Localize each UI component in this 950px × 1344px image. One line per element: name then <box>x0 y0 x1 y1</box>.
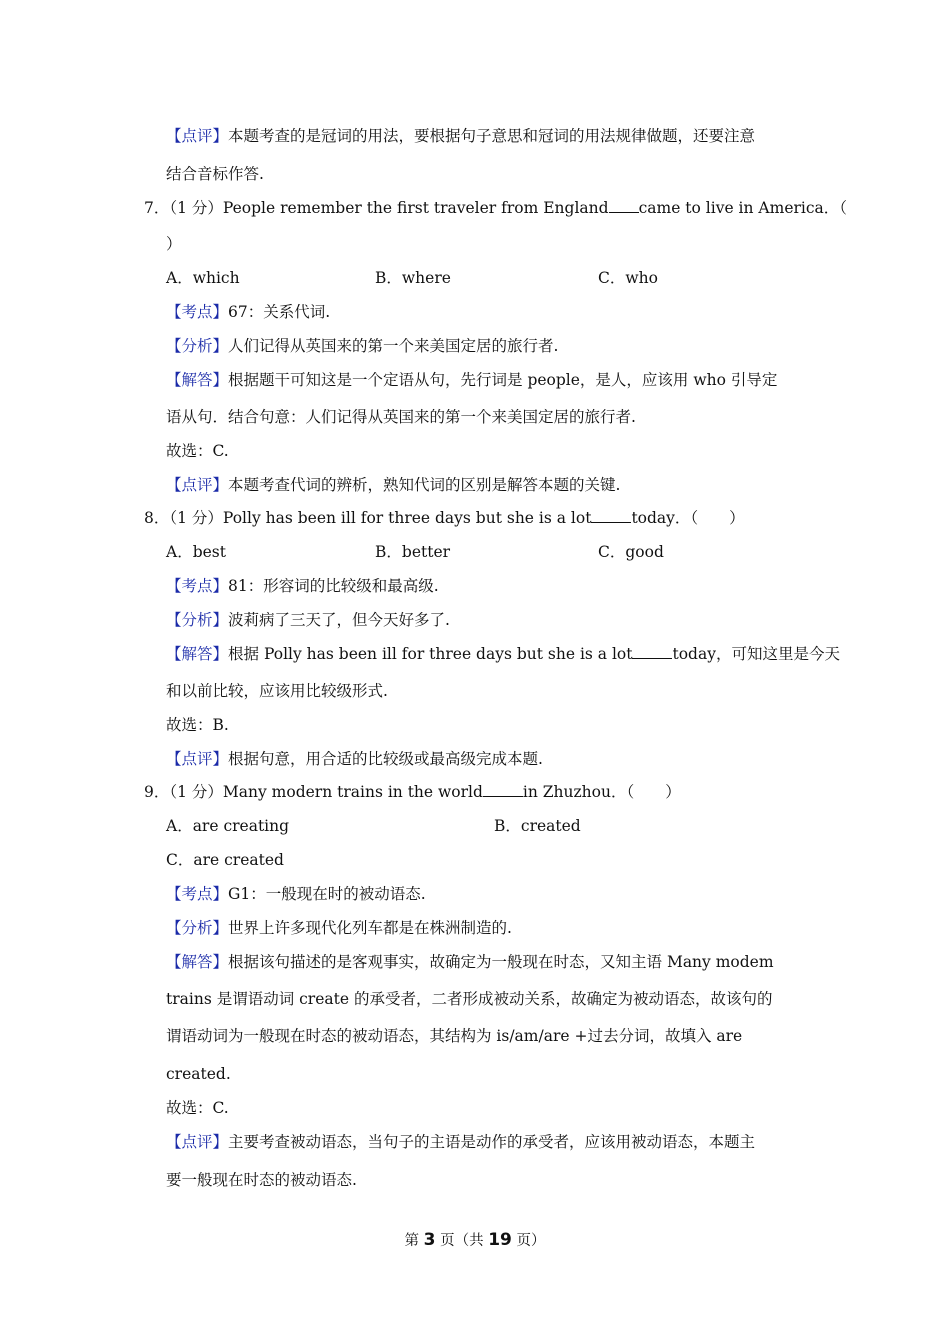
point-tag: 【考点】 <box>166 885 229 903</box>
total-pages-number: 19 <box>488 1230 512 1250</box>
q8-comment <box>166 748 543 770</box>
q7-comment <box>166 474 620 496</box>
q7-point <box>166 301 330 323</box>
page-footer <box>0 1229 950 1252</box>
q8-point-text: 81：形容词的比较级和最高级. <box>228 577 439 595</box>
footer-prefix: 第 <box>404 1233 424 1249</box>
q8-answer-line1 <box>166 643 840 665</box>
q7-stem <box>144 197 847 219</box>
q8-answer-line2: 和以前比较，应该用比较级形式. <box>166 682 388 700</box>
q9-analysis-text: 世界上许多现代化列车都是在株洲制造的. <box>228 919 512 937</box>
q8-analysis <box>166 609 450 631</box>
q9-stem-start: 9．（1 分）Many modern trains in the world <box>144 783 483 801</box>
footer-suffix: 页） <box>511 1233 546 1249</box>
q8-answer-end: today，可知这里是今天 <box>672 645 840 663</box>
q7-comment-text: 本题考查代词的辨析，熟知代词的区别是解答本题的关键. <box>228 476 621 494</box>
q8-comment-text: 根据句意，用合适的比较级或最高级完成本题. <box>228 750 543 768</box>
q9-answer-line2: trains 是谓语动词 create 的承受者，二者形成被动关系，故确定为被动语态，故该句的 <box>166 990 773 1008</box>
q7-stem-start: 7．（1 分）People remember the first traveler from England <box>144 199 609 217</box>
q9-answer-line4: created. <box>166 1065 231 1083</box>
q6-comment-text: 本题考查的是冠词的用法，要根据句子意思和冠词的用法规律做题，还要注意 <box>228 127 756 145</box>
q9-option-c: C．are created <box>166 851 284 869</box>
q7-point-text: 67：关系代词. <box>228 303 331 321</box>
q6-comment-line1 <box>166 125 755 147</box>
analysis-tag: 【分析】 <box>166 337 229 355</box>
q9-stem <box>144 781 681 803</box>
q9-choice: 故选：C. <box>166 1099 229 1117</box>
q8-option-c: C．good <box>598 543 664 561</box>
comment-tag: 【点评】 <box>166 1133 229 1151</box>
comment-tag: 【点评】 <box>166 476 229 494</box>
q8-option-a: A．best <box>166 543 226 561</box>
q8-option-b: B．better <box>375 543 451 561</box>
analysis-tag: 【分析】 <box>166 919 229 937</box>
q9-answer-line1 <box>166 951 774 973</box>
answer-tag: 【解答】 <box>166 953 229 971</box>
point-tag: 【考点】 <box>166 577 229 595</box>
q9-option-b: B．created <box>494 817 581 835</box>
q9-analysis <box>166 917 512 939</box>
q8-analysis-text: 波莉病了三天了，但今天好多了. <box>228 611 450 629</box>
q9-point-text: G1：一般现在时的被动语态. <box>228 885 426 903</box>
q9-answer-text: 根据该句描述的是客观事实，故确定为一般现在时态，又知主语 Many modem <box>228 953 774 971</box>
q7-stem-end: came to live in America．（ <box>638 199 848 217</box>
q7-answer-line2: 语从句．结合句意：人们记得从英国来的第一个来美国定居的旅行者. <box>166 408 636 426</box>
q9-blank <box>483 782 523 797</box>
q8-stem-start: 8．（1 分）Polly has been ill for three days but she is a lot <box>144 509 592 527</box>
q7-blank <box>609 198 639 213</box>
q9-option-a: A．are creating <box>166 817 290 835</box>
q7-option-a: A．which <box>166 269 240 287</box>
q8-answer-blank <box>632 644 672 659</box>
q6-comment-line2: 结合音标作答. <box>166 165 264 183</box>
q7-option-b: B．where <box>375 269 451 287</box>
q8-choice: 故选：B. <box>166 716 229 734</box>
analysis-tag: 【分析】 <box>166 611 229 629</box>
q9-point <box>166 883 426 905</box>
q8-stem <box>144 507 745 529</box>
q9-comment-line1 <box>166 1131 755 1153</box>
q7-stem-close: ） <box>166 235 182 253</box>
q8-blank <box>591 508 631 523</box>
q8-stem-end: today．（ ） <box>631 509 745 527</box>
answer-tag: 【解答】 <box>166 645 229 663</box>
footer-middle: 页（共 <box>435 1233 489 1249</box>
q7-choice: 故选：C. <box>166 442 229 460</box>
point-tag: 【考点】 <box>166 303 229 321</box>
q7-answer-text: 根据题干可知这是一个定语从句，先行词是 people，是人，应该用 who 引导定 <box>228 371 778 389</box>
q8-point <box>166 575 439 597</box>
comment-tag: 【点评】 <box>166 127 229 145</box>
q7-option-c: C．who <box>598 269 658 287</box>
q9-stem-end: in Zhuzhou．（ ） <box>522 783 681 801</box>
q7-answer-line1 <box>166 369 777 391</box>
q7-analysis <box>166 335 558 357</box>
current-page-number: 3 <box>423 1230 436 1250</box>
answer-tag: 【解答】 <box>166 371 229 389</box>
q9-comment-line2: 要一般现在时态的被动语态. <box>166 1171 357 1189</box>
q9-answer-line3: 谓语动词为一般现在时态的被动语态，其结构为 is/am/are +过去分词，故填入 are <box>166 1027 743 1045</box>
q8-answer-start: 根据 Polly has been ill for three days but she is a lot <box>228 645 633 663</box>
comment-tag: 【点评】 <box>166 750 229 768</box>
q7-analysis-text: 人们记得从英国来的第一个来美国定居的旅行者. <box>228 337 559 355</box>
q9-comment-text: 主要考查被动语态，当句子的主语是动作的承受者，应该用被动语态，本题主 <box>228 1133 756 1151</box>
